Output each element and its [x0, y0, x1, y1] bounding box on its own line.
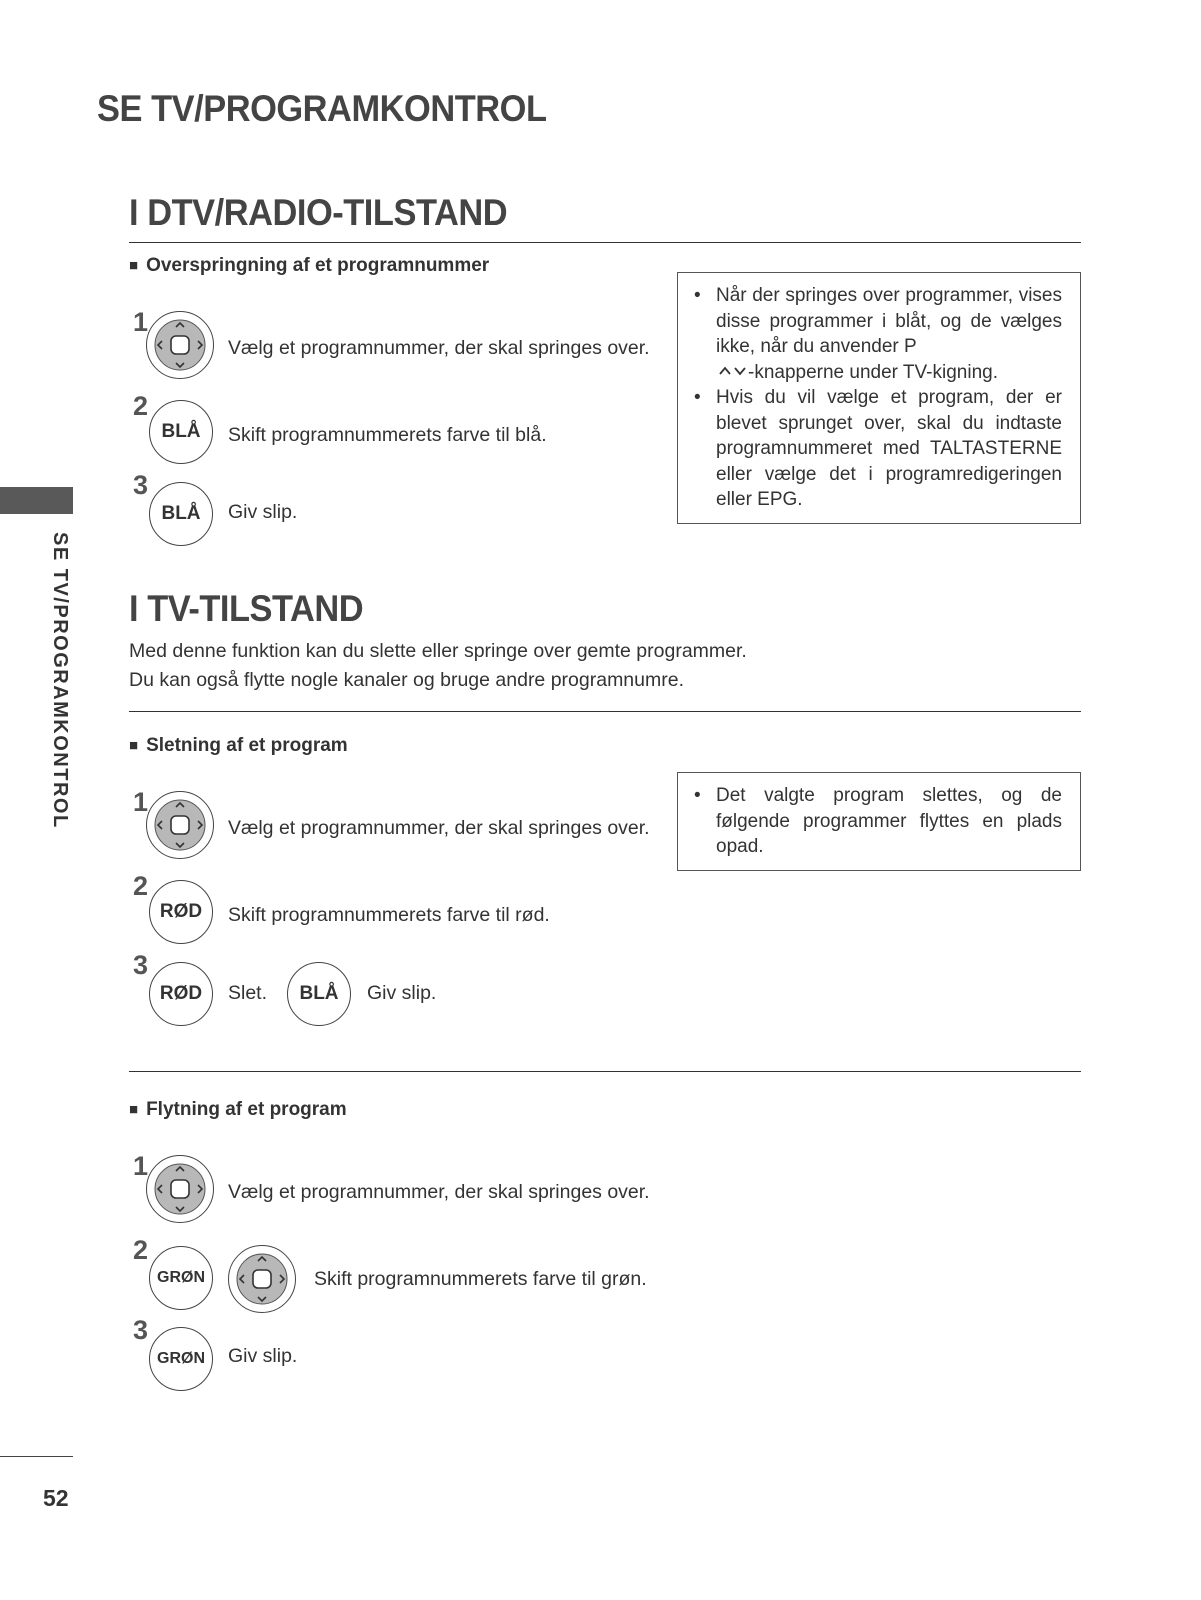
sub-heading-move: ■ Flytning af et program: [129, 1099, 347, 1120]
blue-button: BLÅ: [149, 400, 213, 464]
step-text: Skift programnummerets farve til blå.: [228, 424, 547, 446]
intro-text: Med denne funktion kan du slette eller springe over gemte programmer. Du kan også flytte nogle kanaler og bruge andre programnumre.: [129, 640, 747, 691]
red-button: RØD: [149, 880, 213, 944]
step-text: Slet.: [228, 982, 268, 1004]
green-button: GRØN: [149, 1246, 213, 1310]
side-tab-marker: [0, 487, 73, 514]
red-button: RØD: [149, 962, 213, 1026]
step-number: 1: [133, 787, 149, 817]
step-text: Vælg et programnummer, der skal springes over.: [228, 337, 650, 359]
page-title: SE TV/PROGRAMKONTROL: [97, 88, 547, 129]
sub-heading-delete: ■ Sletning af et program: [129, 735, 348, 756]
section-title-tv: I TV-TILSTAND: [129, 588, 364, 629]
navigation-dpad-icon: [146, 1155, 214, 1223]
navigation-dpad-icon: [146, 311, 214, 379]
footer-divider: [0, 1456, 73, 1457]
step-text: Giv slip.: [367, 982, 437, 1004]
sub-heading-skip: ■ Overspringning af et programnummer: [129, 255, 490, 276]
section-divider: [129, 1071, 1081, 1072]
green-button: GRØN: [149, 1327, 213, 1391]
note-item: • Når der springes over programmer, vises disse programmer i blåt, og de vælges ikke, når du anvender P -knapperne under TV-kigning.: [694, 283, 1062, 385]
step-text: Giv slip.: [228, 501, 298, 523]
step-number: 2: [133, 1235, 149, 1265]
section-divider: [129, 711, 1081, 712]
step-text: Vælg et programnummer, der skal springes over.: [228, 817, 650, 839]
step-text: Vælg et programnummer, der skal springes over.: [228, 1181, 650, 1203]
step-number: 2: [133, 871, 149, 901]
note-item: • Hvis du vil vælge et program, der er blevet sprunget over, skal du indtaste programnummeret med TALTASTERNE eller vælge det i programredigeringen eller EPG.: [694, 385, 1062, 513]
navigation-dpad-icon: [146, 791, 214, 859]
step-text: Skift programnummerets farve til grøn.: [314, 1268, 647, 1290]
square-bullet-icon: ■: [129, 257, 139, 274]
square-bullet-icon: ■: [129, 737, 139, 754]
note-item: • Det valgte program slettes, og de følgende programmer flyttes en plads opad.: [694, 783, 1062, 860]
blue-button: BLÅ: [287, 962, 351, 1026]
navigation-dpad-icon: [228, 1245, 296, 1313]
step-number: 1: [133, 307, 149, 337]
step-number: 3: [133, 950, 149, 980]
step-number: 3: [133, 470, 149, 500]
section-title-dtv: I DTV/RADIO-TILSTAND: [129, 192, 508, 233]
step-text: Giv slip.: [228, 1345, 298, 1367]
side-section-label: SE TV/PROGRAMKONTROL: [49, 532, 71, 829]
note-box-skip: [677, 272, 1081, 524]
step-number: 3: [133, 1315, 149, 1345]
section-divider: [129, 242, 1081, 243]
blue-button: BLÅ: [149, 482, 213, 546]
step-text: Skift programnummerets farve til rød.: [228, 904, 550, 926]
step-number: 2: [133, 391, 149, 421]
up-down-arrows-icon: [716, 360, 748, 386]
page-number: 52: [43, 1485, 69, 1511]
step-number: 1: [133, 1151, 149, 1181]
square-bullet-icon: ■: [129, 1101, 139, 1118]
note-box-delete: [677, 772, 1081, 871]
